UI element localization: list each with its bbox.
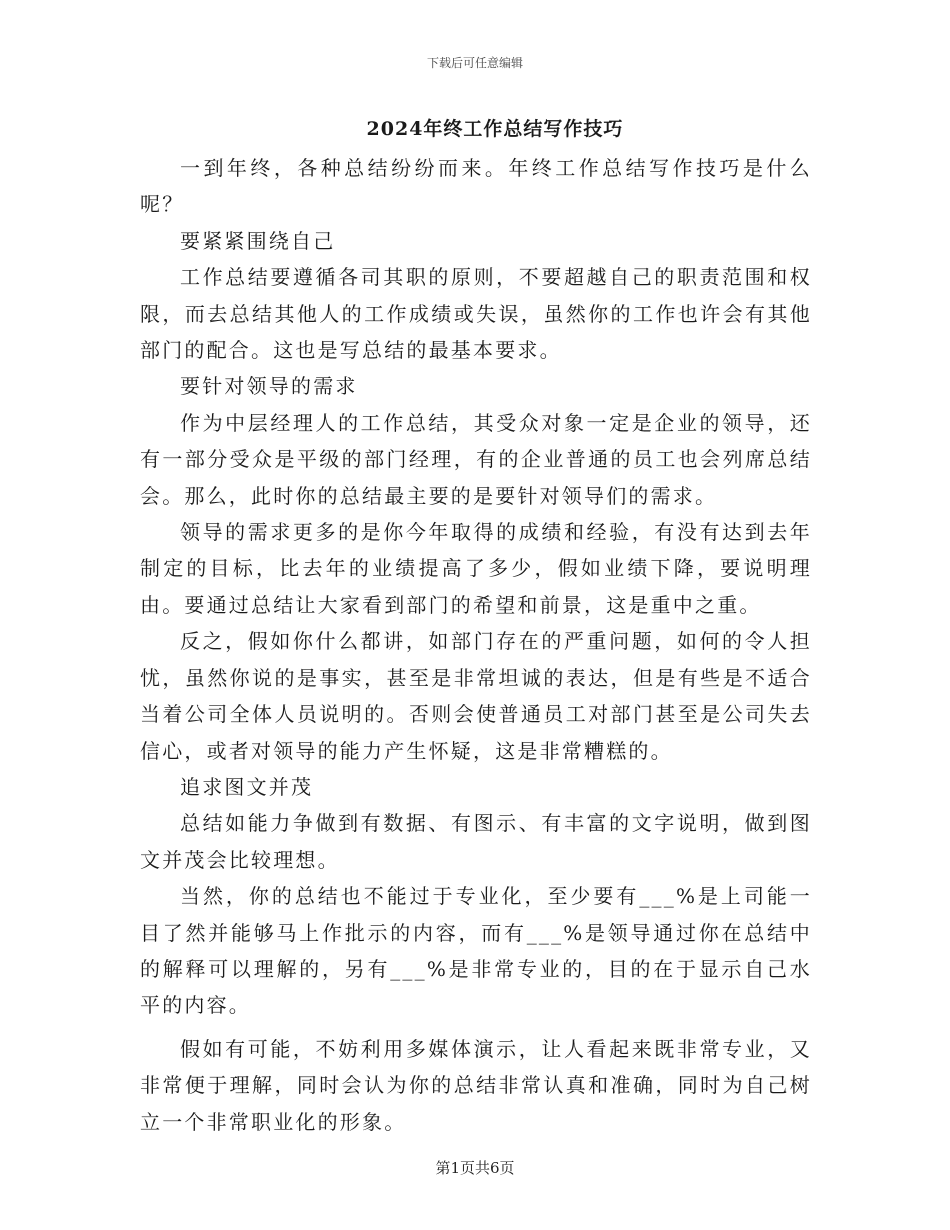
document-body — [140, 150, 812, 1140]
section-heading-self: 要紧紧围绕自己 — [180, 228, 336, 253]
paragraph: 当然，你的总结也不能过于专业化，至少要有___%是上司能一目了然并能够马上作批示的内容，而有___%是领导通过你在总结中的解释可以理解的，另有___%是非常专业的，目的在于显示自己水平的内容。 — [140, 884, 812, 1018]
section-heading-graphics: 追求图文并茂 — [180, 774, 314, 799]
paragraph: 作为中层经理人的工作总结，其受众对象一定是企业的领导，还有一部分受众是平级的部门经理，有的企业普通的员工也会列席总结会。那么，此时你的总结最主要的是要针对领导们的需求。 — [140, 410, 812, 508]
section-heading-leader-needs: 要针对领导的需求 — [180, 374, 358, 399]
page-indicator: 第1页共6页 — [435, 1159, 515, 1177]
paragraph: 领导的需求更多的是你今年取得的成绩和经验，有没有达到去年制定的目标，比去年的业绩提高了多少，假如业绩下降，要说明理由。要通过总结让大家看到部门的希望和前景，这是重中之重。 — [140, 520, 812, 617]
document-title: 2024年终工作总结写作技巧 — [366, 118, 624, 140]
header-note: 下载后可任意编辑 — [426, 56, 523, 70]
paragraph-intro: 一到年终，各种总结纷纷而来。年终工作总结写作技巧是什么呢？ — [140, 156, 812, 217]
paragraph: 工作总结要遵循各司其职的原则，不要超越自己的职责范围和权限，而去总结其他人的工作成绩或失误，虽然你的工作也许会有其他部门的配合。这也是写总结的最基本要求。 — [140, 265, 812, 363]
paragraph: 反之，假如你什么都讲，如部门存在的严重问题，如何的令人担忧，虽然你说的是事实，甚至是非常坦诚的表达，但是有些是不适合当着公司全体人员说明的。否则会使普通员工对部门甚至是公司失去信心，或者对领导的能力产生怀疑，这是非常糟糕的。 — [140, 629, 812, 763]
paragraph: 假如有可能，不妨利用多媒体演示，让人看起来既非常专业，又非常便于理解，同时会认为你的总结非常认真和准确，同时为自己树立一个非常职业化的形象。 — [140, 1036, 812, 1134]
paragraph: 总结如能力争做到有数据、有图示、有丰富的文字说明，做到图文并茂会比较理想。 — [140, 811, 812, 872]
